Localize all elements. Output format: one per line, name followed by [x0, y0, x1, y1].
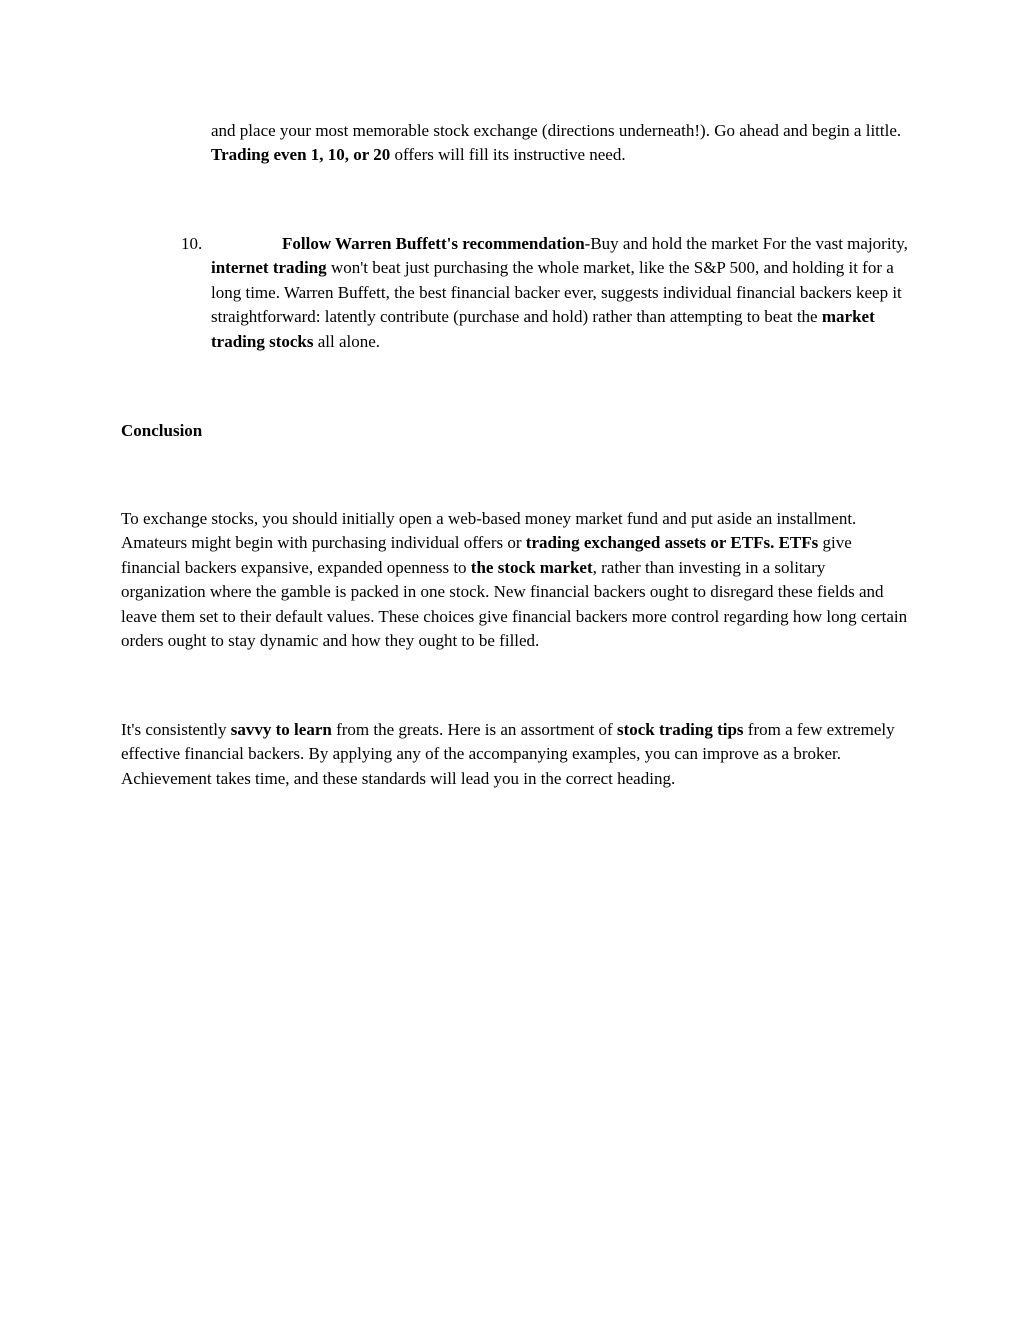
item-bold-2: internet trading [211, 258, 327, 278]
item-text-1: -Buy and hold the market For the vast majority, [584, 234, 908, 253]
list-item-continuation [211, 119, 911, 168]
para2-text-2: from the greats. Here is an assortment of [331, 720, 617, 739]
para2-bold-1: savvy to learn [230, 720, 332, 739]
continuation-text-1: and place your most memorable stock exchange (directions underneath!). Go ahead and begin a little. [211, 121, 902, 140]
para1-text-1: To exchange stocks, you should initially open a web-based money market fund and put aside an installment. Amateurs might begin with purchasing individual offers or [121, 509, 857, 553]
para1-text-3: , rather than investing in a solitary organization where the gamble is packed in one stock. New financial backers ought to disregard these fields and leave them set to their default values. These choices give financial backers more control regarding how long certain orders ought to stay dynamic and how they ought to be filled. [121, 557, 908, 651]
conclusion-paragraph-1 [121, 507, 911, 653]
list-item-number: 10. [181, 234, 203, 253]
para2-text-3: from a few extremely effective financial backers. By applying any of the accompanying examples, you can improve as a broker. Achievement takes time, and these standards will lead you in the correct heading. [121, 720, 895, 788]
item-bold-1: Follow Warren Buffett's recommendation [282, 234, 585, 253]
conclusion-heading: Conclusion [121, 421, 203, 440]
para1-bold-2: the stock market [470, 557, 593, 577]
list-item-10 [211, 232, 911, 354]
para2-text-1: It's consistently [121, 720, 231, 739]
conclusion-paragraph-2 [121, 718, 911, 791]
item-bold-3: market trading stocks [211, 307, 875, 351]
item-text-2: won't beat just purchasing the whole market, like the S&P 500, and holding it for a long time. Warren Buffett, the best financial backer ever, suggests individual financial backers keep it straightforward: latently contribute (purchase and hold) rather than attempting to beat the [211, 258, 902, 327]
para1-bold-1: trading exchanged assets or ETFs. ETFs [525, 533, 819, 553]
para1-text-2: give financial backers expansive, expanded openness to [121, 533, 852, 577]
continuation-text-2: offers will fill its instructive need. [390, 145, 626, 165]
item-text-3: all alone. [313, 331, 381, 351]
para2-bold-2: stock trading tips [616, 720, 744, 739]
continuation-bold-1: Trading even 1, 10, or 20 [211, 145, 391, 165]
